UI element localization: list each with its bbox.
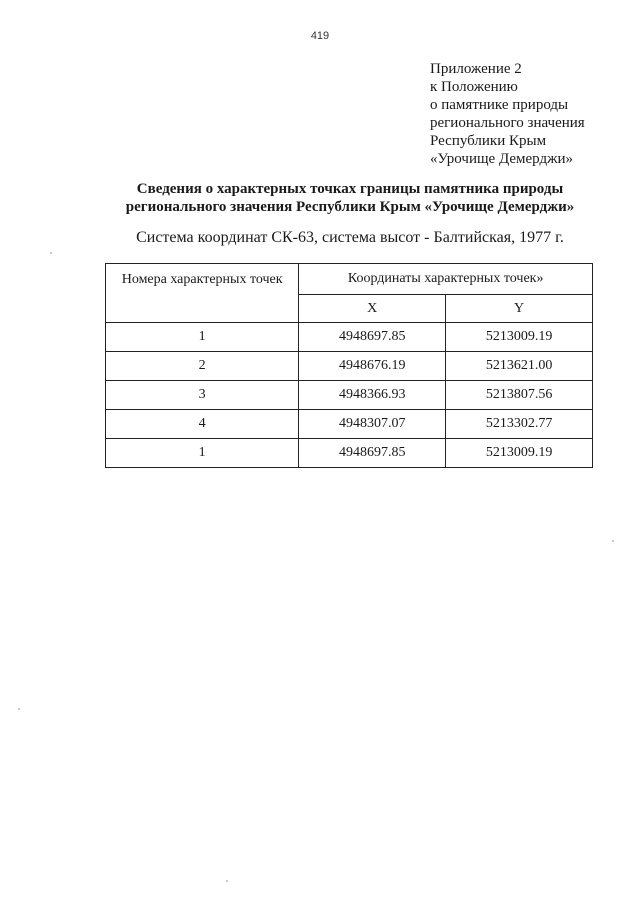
appendix-line: регионального значения	[430, 115, 585, 131]
point-number-cell: 3	[106, 381, 299, 410]
title-line-1: Сведения о характерных точках границы памятника природы	[136, 181, 564, 197]
coordinate-system-note: Система координат СК-63, система высот - Балтийская, 1977 г.	[136, 229, 564, 246]
scan-speck	[50, 252, 52, 254]
table-row	[106, 323, 593, 352]
y-cell: 5213807.56	[446, 381, 593, 410]
scan-speck	[612, 540, 614, 542]
appendix-line: Приложение 2	[430, 61, 522, 77]
point-number-cell: 4	[106, 410, 299, 439]
x-cell: 4948697.85	[299, 323, 446, 352]
y-cell: 5213302.77	[446, 410, 593, 439]
appendix-reference	[430, 60, 585, 168]
scan-speck	[18, 708, 20, 710]
title-line-2: регионального значения Республики Крым «Урочище Демерджи»	[125, 199, 575, 215]
appendix-line: «Урочище Демерджи»	[430, 151, 573, 167]
boundary-points-table	[105, 263, 593, 468]
y-cell: 5213009.19	[446, 439, 593, 468]
point-number-cell: 1	[106, 439, 299, 468]
table-row	[106, 439, 593, 468]
x-cell: 4948366.93	[299, 381, 446, 410]
appendix-line: Республики Крым	[430, 133, 547, 149]
point-number-cell: 1	[106, 323, 299, 352]
header-coordinates: Координаты характерных точек»	[299, 264, 593, 295]
scan-speck	[226, 880, 228, 882]
table-row	[106, 381, 593, 410]
header-point-numbers: Номера характерных точек	[106, 264, 299, 323]
x-cell: 4948307.07	[299, 410, 446, 439]
y-cell: 5213009.19	[446, 323, 593, 352]
point-number-cell: 2	[106, 352, 299, 381]
header-x: X	[299, 295, 446, 323]
header-y: Y	[446, 295, 593, 323]
x-cell: 4948676.19	[299, 352, 446, 381]
appendix-line: к Положению	[430, 79, 518, 95]
page-number: 419	[310, 30, 330, 42]
table-row	[106, 352, 593, 381]
document-title	[0, 180, 640, 216]
x-cell: 4948697.85	[299, 439, 446, 468]
appendix-line: о памятнике природы	[430, 97, 569, 113]
y-cell: 5213621.00	[446, 352, 593, 381]
table-row	[106, 410, 593, 439]
